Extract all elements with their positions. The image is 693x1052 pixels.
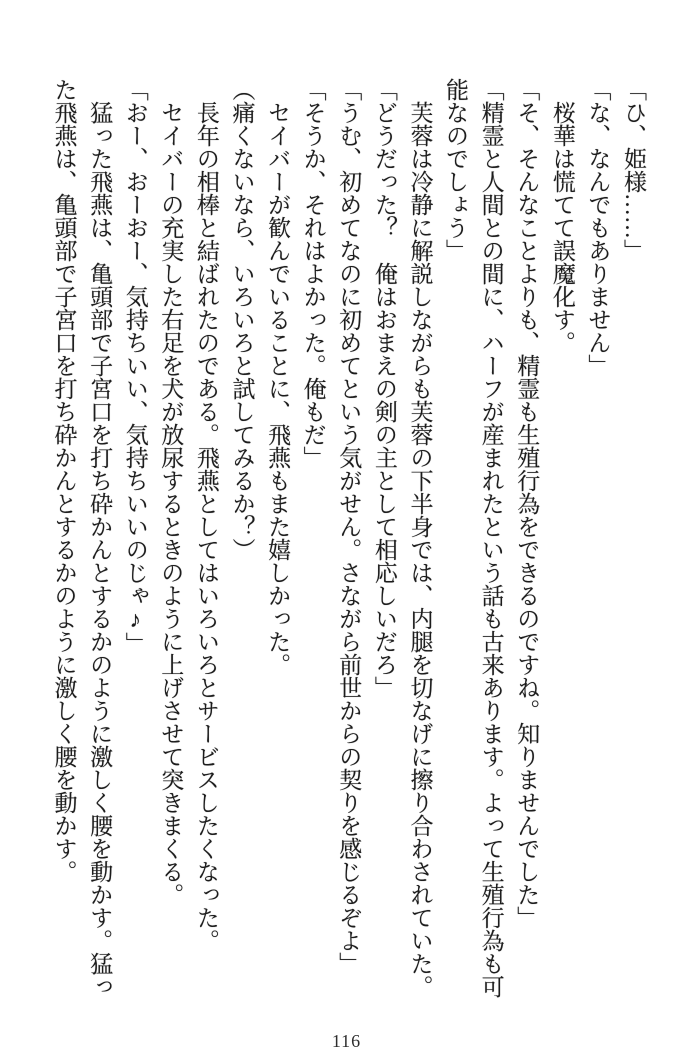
paragraph: 「うむ、初めてなのに初めてという気がせん。さながら前世からの契りを感じるぞよ」 xyxy=(336,78,362,975)
paragraph: 「な、なんでもありません」 xyxy=(585,78,611,377)
body-text xyxy=(42,78,651,1000)
paragraph: 「そうか、それはよかった。俺もだ」 xyxy=(300,78,326,469)
paragraph: 「そ、そんなことよりも、精霊も生殖行為をできるのですね。知りませんでした」 xyxy=(514,78,540,929)
page-number: 116 xyxy=(331,1031,362,1051)
paragraph: 「どうだった？ 俺はおまえの剣の主として相応しいだろ」 xyxy=(371,78,397,699)
paragraph: 「ひ、姫様……」 xyxy=(621,78,646,262)
paragraph: 「おー、おーおー、気持ちいい、気持ちいいのじゃ♪」 xyxy=(122,78,148,655)
paragraph: 芙蓉は冷静に解説しながらも芙蓉の下半身では、内腿を切なげに擦り合わされていた。 xyxy=(407,101,433,998)
paragraph: （痛くないなら、いろいろと試してみるか？） xyxy=(229,78,255,561)
paragraph: 猛った飛燕は、亀頭部で子宮口を打ち砕かんとするかのように激しく腰を動かす。猛った飛燕は、亀頭部で子宮口を打ち砕かんとするかのように激しく腰を動かす。 xyxy=(51,78,113,998)
paragraph: 長年の相棒と結ばれたのである。飛燕としてはいろいろとサービスしたくなった。 xyxy=(193,101,219,952)
paragraph: 「精霊と人間との間に、ハーフが産まれたという話も古来あります。よって生殖行為も可能なのでしょう」 xyxy=(443,78,504,998)
paragraph: 桜華は慌てて誤魔化す。 xyxy=(549,101,575,354)
paragraph: セイバーの充実した右足を犬が放尿するときのように上げさせて突きまくる。 xyxy=(158,101,184,906)
paragraph: セイバーが歓んでいることに、飛燕もまた嬉しかった。 xyxy=(265,101,291,676)
